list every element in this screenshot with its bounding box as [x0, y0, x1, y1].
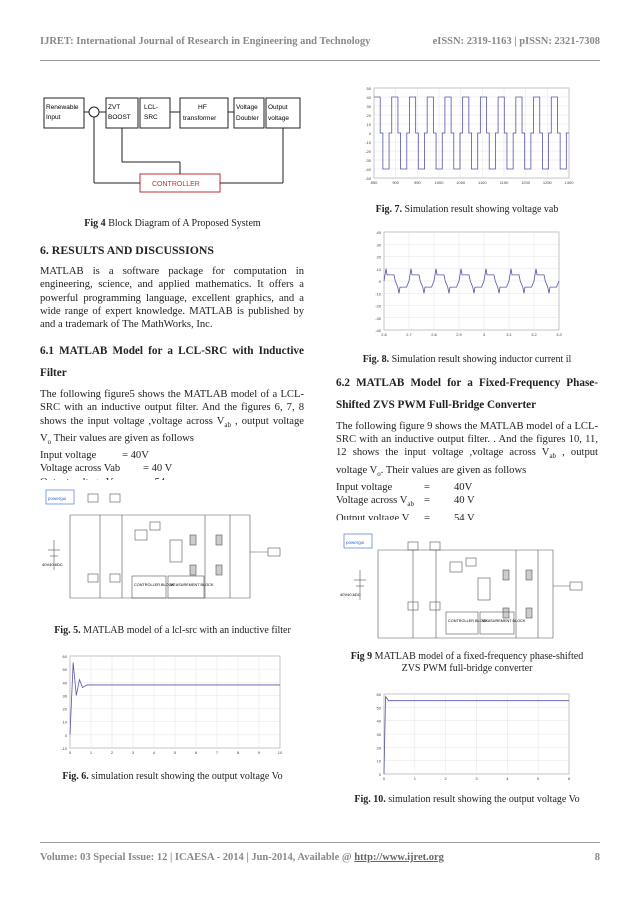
x-tick-label: 3 — [482, 332, 486, 337]
x-tick-label: 2 — [444, 776, 447, 781]
y-tick-label: 40 — [376, 230, 381, 235]
x-tick-label: 5 — [537, 776, 540, 781]
y-tick-label: -30 — [375, 315, 381, 321]
y-tick-label: 40 — [62, 680, 67, 686]
x-tick-label: 3.1 — [506, 332, 512, 337]
y-tick-label: 0 — [64, 732, 67, 738]
y-tick-label: 60 — [376, 692, 381, 697]
page-number: 8 — [594, 852, 600, 863]
fig4-block-lcl: LCL- — [144, 104, 159, 111]
x-tick-label: 1150 — [499, 180, 509, 185]
x-tick-label: 6 — [567, 776, 571, 781]
x-tick-label: 0 — [68, 750, 72, 755]
x-tick-label: 3 — [131, 750, 135, 755]
y-tick-label: 40 — [376, 718, 381, 724]
fig9-measurement: MEASUREMENT BLOCK — [482, 619, 526, 623]
y-tick-label: 50 — [62, 667, 67, 673]
fig4-block-doubler: Doubler — [236, 115, 259, 122]
y-tick-label: -10 — [61, 746, 67, 751]
x-tick-label: 1 — [89, 750, 93, 755]
section6-heading: 6. RESULTS AND DISCUSSIONS — [40, 243, 214, 257]
x-tick-label: 5 — [173, 750, 177, 755]
x-tick-label: 0 — [382, 776, 386, 781]
x-tick-label: 9 — [257, 750, 261, 755]
fig5-simulink-model — [40, 480, 290, 610]
fig9-simulink-model — [338, 520, 593, 645]
left-column-text — [40, 244, 304, 489]
y-tick-label: 10 — [376, 266, 381, 272]
section61-heading: 6.1 MATLAB Model for a LCL-SRC with Inductive Filter — [40, 345, 304, 380]
x-tick-label: 900 — [392, 180, 400, 185]
footer-rule — [40, 842, 600, 843]
fig5-powergui: powergui — [48, 496, 67, 501]
y-tick-label: 50 — [366, 86, 371, 91]
right-column-text — [336, 372, 598, 529]
x-tick-label: 8 — [236, 750, 240, 755]
x-tick-label: 4 — [152, 750, 156, 755]
x-tick-label: 2.8 — [431, 332, 437, 337]
x-tick-label: 950 — [413, 180, 421, 185]
fig4-block-input: Input — [46, 114, 61, 121]
y-tick-label: 30 — [62, 693, 67, 699]
fig10-caption: Fig. 10. simulation result showing the output voltage Vo — [354, 794, 580, 805]
x-tick-label: 2.9 — [456, 332, 462, 337]
y-tick-label: -40 — [365, 167, 371, 172]
fig9-powergui: powergui — [346, 540, 365, 545]
x-tick-label: 1050 — [456, 180, 466, 185]
y-tick-label: -30 — [365, 158, 371, 163]
issn: eISSN: 2319-1163 | pISSN: 2321-7308 — [432, 36, 600, 47]
fig9-controller: CONTROLLER BLOCK — [448, 619, 488, 623]
x-tick-label: 1100 — [478, 180, 487, 185]
x-tick-label: 3.3 — [556, 332, 562, 337]
y-tick-label: 10 — [62, 719, 67, 725]
fig9-caption: Fig 9 MATLAB model of a fixed-frequency phase-shifted ZVS PWM full-bridge converter — [350, 651, 584, 674]
section62-heading: 6.2 MATLAB Model for a Fixed-Frequency Phase-Shifted ZVS PWM Full-Bridge Converter — [336, 377, 598, 411]
y-tick-label: 60 — [62, 654, 67, 659]
y-tick-label: -10 — [375, 291, 381, 297]
fig4-block-voltage-out: voltage — [268, 115, 289, 122]
section61-values: Input voltage = 40V Voltage across Vab = 40 V Output voltage Vo = 54 — [40, 450, 173, 488]
fig4-block-boost: BOOST — [108, 114, 131, 121]
x-tick-label: 2.7 — [406, 332, 412, 337]
y-tick-label: 30 — [376, 242, 381, 248]
page-footer — [40, 852, 600, 863]
fig8-chart — [362, 228, 567, 343]
y-tick-label: 10 — [366, 122, 371, 127]
fig4-block-diagram — [40, 92, 310, 204]
x-tick-label: 6 — [194, 750, 198, 755]
fig8-caption: Fig. 8. Simulation result showing inductor current il — [362, 354, 572, 365]
section62-para: The following figure 9 shows the MATLAB model of a LCL-SRC with an inductive output filter. . And the figures 10, 11, 12 shows the input voltage ,voltage across $V_{ab}$ , output voltage $V_o$. Their values are given as follows — [336, 421, 598, 478]
fig9-source: 40V40.6DC — [340, 592, 361, 597]
fig6-chart — [40, 650, 290, 762]
y-tick-label: 50 — [376, 705, 381, 711]
fig4-block-hf: HF — [198, 104, 207, 111]
x-tick-label: 2.6 — [381, 332, 387, 337]
fig7-chart — [352, 84, 577, 196]
y-tick-label: -40 — [375, 328, 381, 333]
x-tick-label: 4 — [506, 776, 509, 781]
y-tick-label: 0 — [378, 279, 381, 284]
fig4-block-output: Output — [268, 104, 288, 111]
fig5-caption: Fig. 5. MATLAB model of a lcl-src with an inductive filter — [54, 625, 291, 636]
x-tick-label: 850 — [370, 180, 378, 185]
section6-para: MATLAB is a software package for computation in engineering, science, and applied mathematics. It offers a powerful programming language, excellent graphics, and a wide range of expert knowledge. MATLAB is published by and a trademark of The MathWorks, Inc. — [40, 266, 304, 331]
x-tick-label: 3.2 — [531, 332, 537, 337]
y-tick-label: 10 — [376, 758, 381, 764]
fig4-block-renewable: Renewable — [46, 104, 79, 111]
x-tick-label: 10 — [277, 750, 283, 755]
y-tick-label: -10 — [365, 140, 371, 145]
y-tick-label: 0 — [368, 131, 371, 136]
x-tick-label: 3 — [475, 776, 478, 781]
fig4-block-transformer: transformer — [183, 115, 217, 122]
y-tick-label: 30 — [366, 104, 371, 109]
fig6-caption: Fig. 6. simulation result showing the output voltage Vo — [62, 771, 283, 782]
journal-title: IJRET: International Journal of Research in Engineering and Technology — [40, 36, 371, 47]
fig4-block-src: SRC — [144, 114, 158, 121]
x-tick-label: 2 — [110, 750, 114, 755]
x-tick-label: 1000 — [434, 180, 444, 185]
section62-values: Input voltage = 40V Voltage across $V_{ab}$ = 40 V Output voltage $V_o$ = 54 V — [336, 482, 475, 526]
fig5-controller: CONTROLLER BLOCK — [134, 583, 174, 587]
fig5-measurement: MEASUREMENT BLOCK — [170, 583, 214, 587]
x-tick-label: 1200 — [521, 180, 531, 185]
y-tick-label: -20 — [375, 303, 381, 309]
y-tick-label: 0 — [378, 772, 381, 777]
fig4-caption: Fig 4 Block Diagram of A Proposed System — [84, 218, 261, 229]
footer-text: Volume: 03 Special Issue: 12 | ICAESA - 2014 | Jun-2014, Available @ — [40, 852, 355, 863]
y-tick-label: 20 — [366, 113, 371, 118]
y-tick-label: -20 — [365, 149, 371, 154]
y-tick-label: 30 — [376, 732, 381, 737]
y-tick-label: 20 — [376, 254, 381, 260]
fig5-source: 40V40.6DC — [42, 562, 63, 567]
section61-para: The following figure5 shows the MATLAB model of a LCL-SRC with an inductive output filter. And the figures 6, 7, 8 shows the input voltage ,voltage across $V_{ab}$ , output voltage $V_o$ Their values are given as follows — [40, 389, 304, 447]
x-tick-label: 1300 — [564, 180, 574, 185]
fig4-block-voltage: Voltage — [236, 104, 258, 111]
fig4-controller: CONTROLLER — [152, 181, 200, 188]
y-tick-label: 40 — [366, 95, 371, 100]
fig4-block-zvt: ZVT — [108, 104, 121, 111]
fig7-caption: Fig. 7. Simulation result showing voltage vab — [375, 204, 559, 215]
y-tick-label: 20 — [376, 745, 381, 751]
y-tick-label: -50 — [365, 176, 371, 181]
x-tick-label: 7 — [215, 750, 219, 755]
fig10-chart — [362, 690, 577, 790]
x-tick-label: 1250 — [542, 180, 552, 185]
x-tick-label: 1 — [413, 776, 416, 781]
y-tick-label: 20 — [62, 706, 67, 712]
header-rule — [40, 60, 600, 61]
footer-link[interactable]: http://www.ijret.org — [354, 852, 444, 863]
